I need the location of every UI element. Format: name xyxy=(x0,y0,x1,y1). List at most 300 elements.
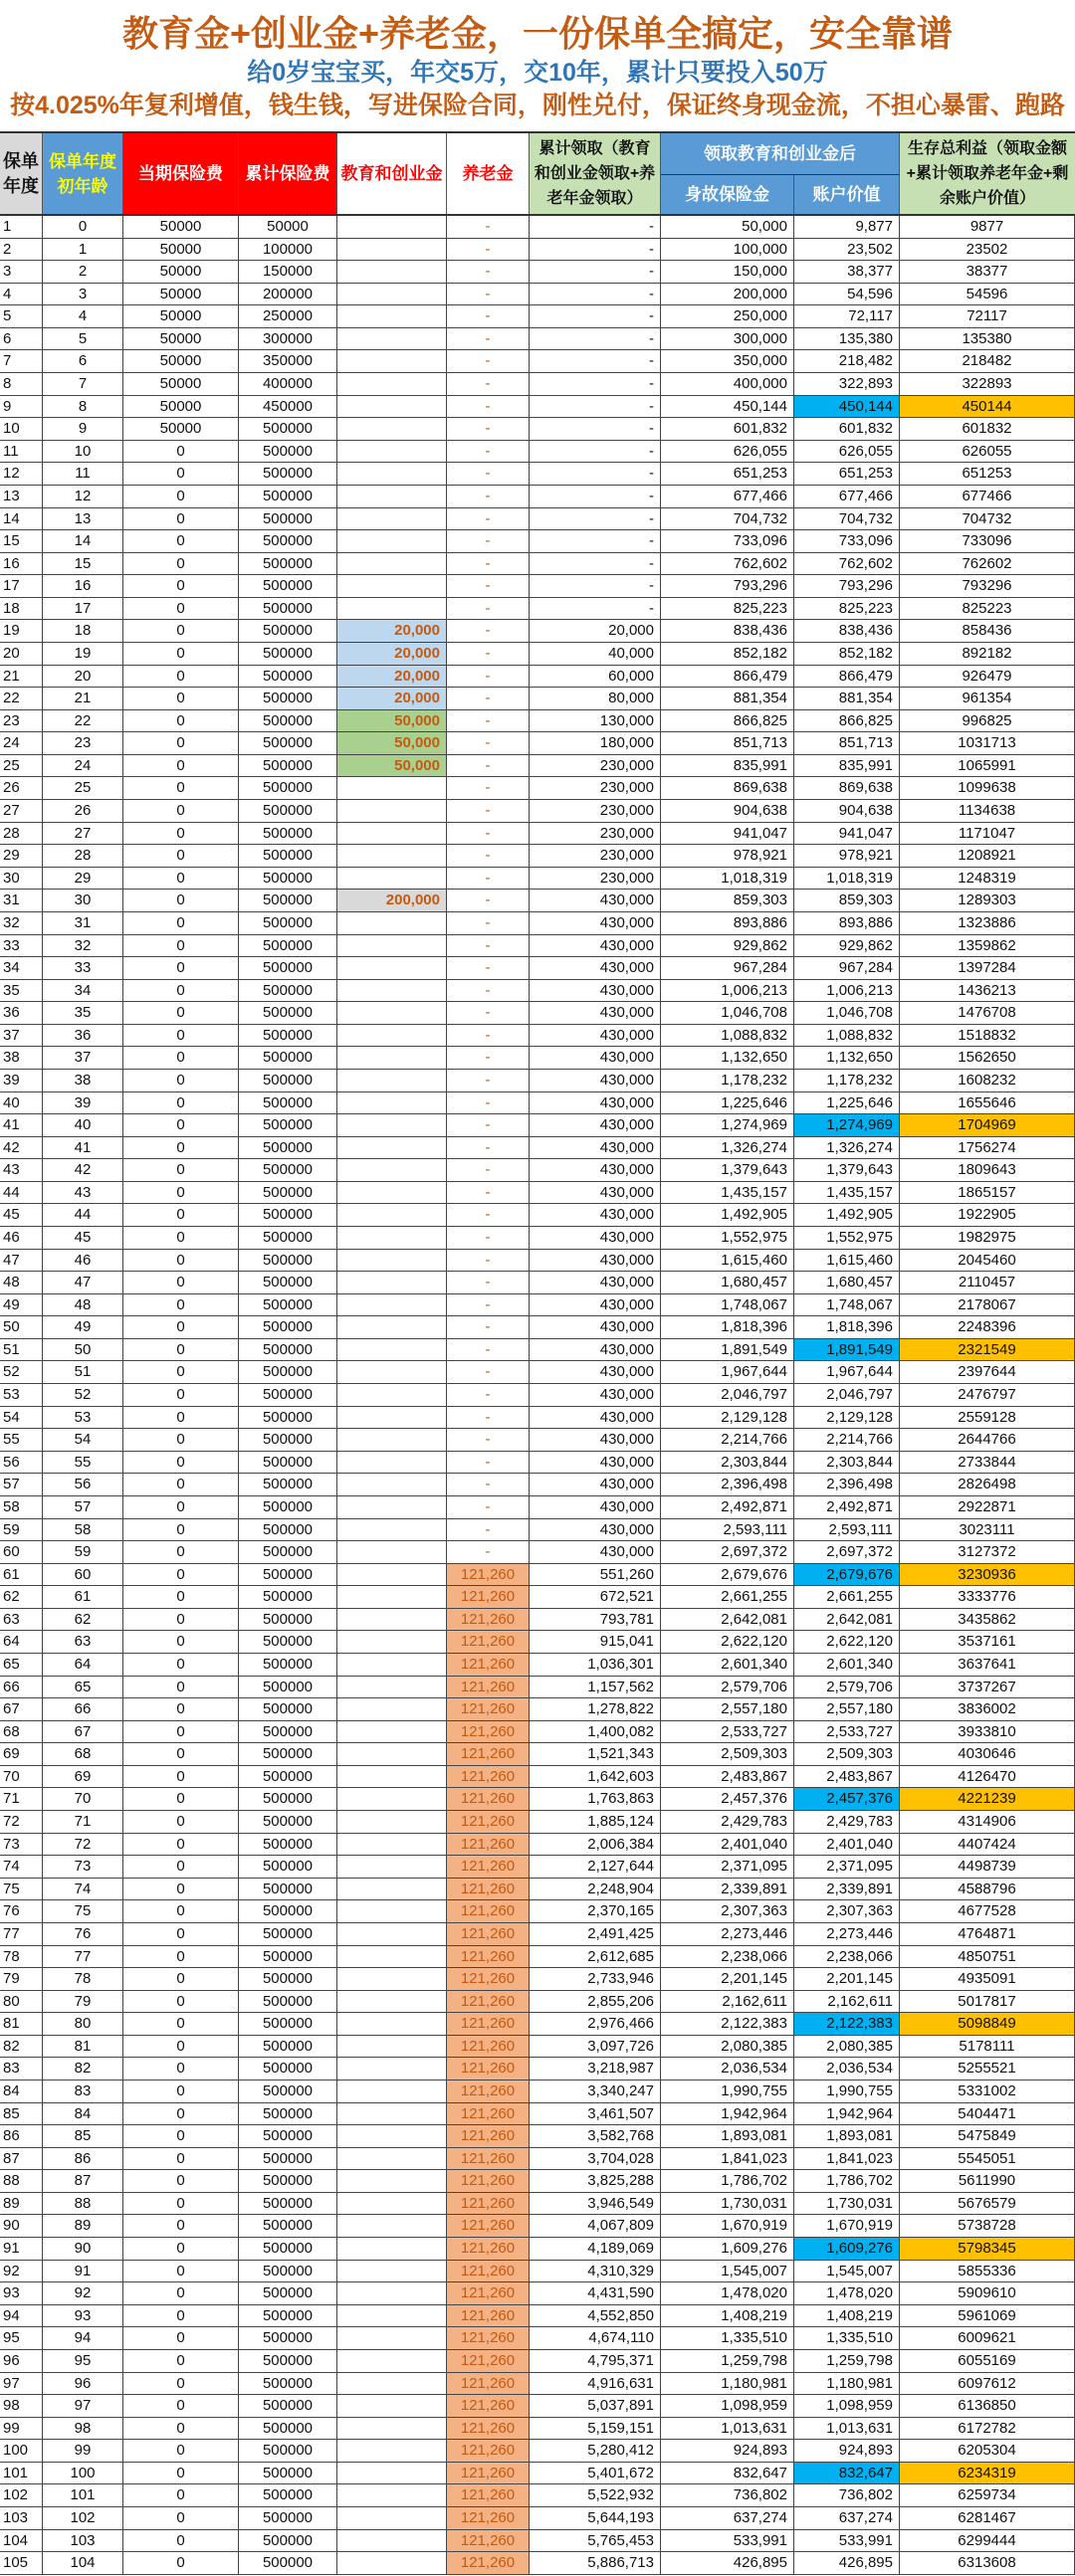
cell-pension: - xyxy=(447,620,530,642)
cell-age: 29 xyxy=(43,868,123,890)
cell-pension: 121,260 xyxy=(447,1631,530,1653)
cell-edu xyxy=(337,1564,447,1586)
cell-death-benefit: 1,088,832 xyxy=(661,1025,794,1047)
cell-account-value: 866,825 xyxy=(794,710,900,732)
cell-premium: 0 xyxy=(123,1361,239,1383)
cell-edu xyxy=(337,1586,447,1608)
table-row xyxy=(0,1114,1075,1137)
cell-cum-received: 430,000 xyxy=(530,1092,661,1114)
cell-cum-received: 20,000 xyxy=(530,620,661,642)
cell-edu xyxy=(337,463,447,485)
cell-premium: 0 xyxy=(123,1316,239,1338)
cell-death-benefit: 677,466 xyxy=(661,486,794,507)
cell-premium: 0 xyxy=(123,2484,239,2506)
cell-account-value: 2,622,120 xyxy=(794,1631,900,1653)
cell-year: 15 xyxy=(0,530,43,552)
table-row xyxy=(0,463,1075,486)
cell-death-benefit: 2,046,797 xyxy=(661,1384,794,1406)
cell-account-value: 2,593,111 xyxy=(794,1519,900,1541)
cell-death-benefit: 1,006,213 xyxy=(661,980,794,1002)
cell-cum-received: 3,825,288 xyxy=(530,2170,661,2192)
cell-premium: 0 xyxy=(123,598,239,620)
cell-account-value: 1,046,708 xyxy=(794,1002,900,1024)
cell-age: 8 xyxy=(43,396,123,418)
cell-age: 92 xyxy=(43,2282,123,2304)
cell-cum-received: 430,000 xyxy=(530,1227,661,1249)
cell-year: 5 xyxy=(0,305,43,327)
cell-cum-received: 5,159,151 xyxy=(530,2418,661,2440)
cell-year: 32 xyxy=(0,912,43,934)
cell-death-benefit: 1,609,276 xyxy=(661,2238,794,2260)
cell-cum-received: 2,612,685 xyxy=(530,1946,661,1968)
cell-total-benefit: 4588796 xyxy=(900,1879,1075,1900)
cell-account-value: 2,046,797 xyxy=(794,1384,900,1406)
table-row xyxy=(0,1137,1075,1160)
cell-year: 29 xyxy=(0,845,43,867)
cell-year: 35 xyxy=(0,980,43,1002)
cell-pension: 121,260 xyxy=(447,1654,530,1676)
cell-premium: 0 xyxy=(123,1631,239,1653)
cell-premium: 0 xyxy=(123,1092,239,1114)
cell-edu xyxy=(337,1137,447,1159)
cell-cum-premium: 500000 xyxy=(239,1923,337,1945)
cell-account-value: 1,748,067 xyxy=(794,1294,900,1316)
cell-age: 85 xyxy=(43,2125,123,2147)
cell-account-value: 866,479 xyxy=(794,666,900,688)
cell-premium: 0 xyxy=(123,1766,239,1788)
cell-age: 98 xyxy=(43,2418,123,2440)
table-row xyxy=(0,1677,1075,1699)
cell-age: 70 xyxy=(43,1788,123,1810)
cell-cum-premium: 500000 xyxy=(239,1025,337,1047)
cell-age: 51 xyxy=(43,1361,123,1383)
cell-pension: 121,260 xyxy=(447,2418,530,2440)
cell-cum-premium: 500000 xyxy=(239,1496,337,1518)
cell-premium: 50000 xyxy=(123,418,239,440)
cell-account-value: 1,132,650 xyxy=(794,1047,900,1069)
cell-cum-premium: 500000 xyxy=(239,2507,337,2529)
cell-cum-received: 4,431,590 xyxy=(530,2282,661,2304)
cell-cum-premium: 500000 xyxy=(239,575,337,597)
cell-year: 105 xyxy=(0,2552,43,2574)
table-row xyxy=(0,1070,1075,1092)
cell-premium: 0 xyxy=(123,980,239,1002)
cell-year: 12 xyxy=(0,463,43,485)
cell-total-benefit: 3737267 xyxy=(900,1677,1075,1698)
cell-pension: - xyxy=(447,1047,530,1069)
cell-death-benefit: 851,713 xyxy=(661,732,794,754)
cell-cum-received: 230,000 xyxy=(530,845,661,867)
cell-premium: 0 xyxy=(123,2261,239,2282)
cell-cum-premium: 500000 xyxy=(239,1092,337,1114)
cell-cum-received: 2,127,644 xyxy=(530,1856,661,1878)
table-row xyxy=(0,1339,1075,1362)
cell-edu xyxy=(337,1227,447,1249)
header-year: 保单年度 xyxy=(0,133,43,214)
cell-account-value: 2,557,180 xyxy=(794,1698,900,1720)
table-row xyxy=(0,216,1075,239)
cell-age: 82 xyxy=(43,2058,123,2080)
cell-total-benefit: 5475849 xyxy=(900,2125,1075,2147)
cell-edu: 200,000 xyxy=(337,890,447,911)
cell-age: 2 xyxy=(43,261,123,283)
cell-total-benefit: 3637641 xyxy=(900,1654,1075,1676)
cell-year: 73 xyxy=(0,1834,43,1856)
table-row xyxy=(0,575,1075,598)
cell-pension: 121,260 xyxy=(447,2238,530,2260)
cell-total-benefit: 4221239 xyxy=(900,1788,1075,1810)
cell-death-benefit: 1,891,549 xyxy=(661,1339,794,1361)
cell-total-benefit: 6055169 xyxy=(900,2350,1075,2372)
cell-premium: 0 xyxy=(123,1474,239,1495)
cell-death-benefit: 881,354 xyxy=(661,688,794,709)
cell-cum-received: 4,552,850 xyxy=(530,2305,661,2327)
cell-premium: 0 xyxy=(123,1002,239,1024)
cell-premium: 0 xyxy=(123,1654,239,1676)
cell-cum-received: - xyxy=(530,239,661,261)
table-row xyxy=(0,2282,1075,2305)
cell-year: 7 xyxy=(0,350,43,372)
cell-cum-premium: 500000 xyxy=(239,2103,337,2125)
cell-pension: - xyxy=(447,553,530,575)
cell-death-benefit: 2,492,871 xyxy=(661,1496,794,1518)
cell-death-benefit: 762,602 xyxy=(661,553,794,575)
cell-premium: 0 xyxy=(123,1698,239,1720)
cell-pension: - xyxy=(447,1294,530,1316)
cell-cum-received: 1,642,603 xyxy=(530,1766,661,1788)
table-row xyxy=(0,2103,1075,2126)
cell-cum-received: 5,522,932 xyxy=(530,2484,661,2506)
cell-age: 59 xyxy=(43,1541,123,1563)
cell-cum-premium: 500000 xyxy=(239,2530,337,2552)
cell-total-benefit: 5098849 xyxy=(900,2013,1075,2035)
cell-premium: 0 xyxy=(123,2013,239,2035)
cell-cum-received: 130,000 xyxy=(530,710,661,732)
cell-edu: 50,000 xyxy=(337,755,447,777)
cell-total-benefit: 762602 xyxy=(900,553,1075,575)
cell-year: 56 xyxy=(0,1452,43,1474)
cell-account-value: 1,609,276 xyxy=(794,2238,900,2260)
header-age: 保单年度初年龄 xyxy=(43,133,123,214)
title-banner xyxy=(0,0,1075,131)
cell-edu xyxy=(337,1991,447,2013)
cell-account-value: 1,006,213 xyxy=(794,980,900,1002)
cell-edu xyxy=(337,2081,447,2102)
cell-cum-received: 430,000 xyxy=(530,1114,661,1136)
cell-pension: - xyxy=(447,1316,530,1338)
cell-cum-received: - xyxy=(530,350,661,372)
cell-pension: - xyxy=(447,980,530,1002)
cell-cum-premium: 500000 xyxy=(239,1743,337,1765)
cell-edu xyxy=(337,1092,447,1114)
cell-year: 45 xyxy=(0,1204,43,1226)
cell-year: 48 xyxy=(0,1272,43,1293)
cell-year: 69 xyxy=(0,1743,43,1765)
cell-account-value: 1,274,969 xyxy=(794,1114,900,1136)
cell-account-value: 2,339,891 xyxy=(794,1879,900,1900)
cell-edu xyxy=(337,2440,447,2462)
table-row xyxy=(0,373,1075,396)
cell-pension: - xyxy=(447,1407,530,1429)
cell-cum-received: 551,260 xyxy=(530,1564,661,1586)
cell-cum-premium: 500000 xyxy=(239,2058,337,2080)
table-row xyxy=(0,1002,1075,1025)
cell-year: 92 xyxy=(0,2261,43,2282)
cell-cum-premium: 500000 xyxy=(239,1474,337,1495)
cell-premium: 0 xyxy=(123,2193,239,2215)
cell-age: 78 xyxy=(43,1968,123,1990)
cell-cum-premium: 500000 xyxy=(239,1541,337,1563)
cell-year: 75 xyxy=(0,1879,43,1900)
cell-age: 95 xyxy=(43,2350,123,2372)
cell-cum-received: 2,248,904 xyxy=(530,1879,661,1900)
cell-edu: 50,000 xyxy=(337,732,447,754)
table-row xyxy=(0,598,1075,621)
cell-age: 87 xyxy=(43,2170,123,2192)
cell-pension: - xyxy=(447,823,530,845)
cell-pension: 121,260 xyxy=(447,2148,530,2170)
table-row xyxy=(0,957,1075,980)
cell-year: 100 xyxy=(0,2440,43,2462)
cell-pension: - xyxy=(447,1339,530,1361)
cell-pension: 121,260 xyxy=(447,1788,530,1810)
cell-cum-premium: 500000 xyxy=(239,2193,337,2215)
cell-premium: 0 xyxy=(123,486,239,507)
cell-cum-received: 1,885,124 xyxy=(530,1811,661,1833)
cell-cum-premium: 500000 xyxy=(239,530,337,552)
cell-edu xyxy=(337,2484,447,2506)
cell-death-benefit: 2,429,783 xyxy=(661,1811,794,1833)
cell-year: 6 xyxy=(0,328,43,350)
cell-account-value: 651,253 xyxy=(794,463,900,485)
cell-cum-premium: 500000 xyxy=(239,1182,337,1204)
cell-premium: 50000 xyxy=(123,305,239,327)
cell-total-benefit: 1065991 xyxy=(900,755,1075,777)
cell-death-benefit: 1,013,631 xyxy=(661,2418,794,2440)
cell-edu xyxy=(337,1204,447,1226)
cell-pension: - xyxy=(447,530,530,552)
cell-year: 59 xyxy=(0,1519,43,1541)
cell-premium: 0 xyxy=(123,1294,239,1316)
cell-cum-premium: 500000 xyxy=(239,2350,337,2372)
cell-premium: 0 xyxy=(123,1519,239,1541)
cell-account-value: 2,303,844 xyxy=(794,1452,900,1474)
cell-pension: - xyxy=(447,1137,530,1159)
cell-year: 65 xyxy=(0,1654,43,1676)
cell-year: 64 xyxy=(0,1631,43,1653)
cell-edu xyxy=(337,2507,447,2529)
cell-pension: 121,260 xyxy=(447,2552,530,2574)
cell-premium: 0 xyxy=(123,2081,239,2102)
table-row xyxy=(0,239,1075,262)
cell-cum-received: 430,000 xyxy=(530,1159,661,1181)
cell-age: 91 xyxy=(43,2261,123,2282)
cell-account-value: 450,144 xyxy=(794,396,900,418)
cell-account-value: 2,273,446 xyxy=(794,1923,900,1945)
cell-total-benefit: 6009621 xyxy=(900,2327,1075,2349)
cell-edu xyxy=(337,2013,447,2035)
cell-account-value: 2,661,255 xyxy=(794,1586,900,1608)
cell-age: 23 xyxy=(43,732,123,754)
cell-age: 77 xyxy=(43,1946,123,1968)
cell-edu xyxy=(337,441,447,463)
cell-year: 28 xyxy=(0,823,43,845)
cell-death-benefit: 2,509,303 xyxy=(661,1743,794,1765)
table-row xyxy=(0,2081,1075,2103)
cell-cum-received: 430,000 xyxy=(530,1070,661,1091)
cell-account-value: 704,732 xyxy=(794,508,900,530)
cell-account-value: 859,303 xyxy=(794,890,900,911)
cell-cum-received: 430,000 xyxy=(530,890,661,911)
header-total: 生存总利益（领取金额+累计领取养老年金+剩余账户价值） xyxy=(900,133,1075,214)
cell-cum-received: 430,000 xyxy=(530,1025,661,1047)
table-row xyxy=(0,2395,1075,2418)
cell-pension: - xyxy=(447,845,530,867)
cell-pension: - xyxy=(447,1070,530,1091)
table-row xyxy=(0,2215,1075,2238)
cell-account-value: 2,129,128 xyxy=(794,1407,900,1429)
cell-premium: 0 xyxy=(123,441,239,463)
cell-year: 79 xyxy=(0,1968,43,1990)
cell-edu xyxy=(337,2103,447,2125)
cell-cum-premium: 500000 xyxy=(239,2261,337,2282)
cell-premium: 0 xyxy=(123,643,239,665)
cell-premium: 0 xyxy=(123,620,239,642)
cell-account-value: 426,895 xyxy=(794,2552,900,2574)
table-row xyxy=(0,868,1075,891)
table-row xyxy=(0,2170,1075,2193)
cell-cum-premium: 500000 xyxy=(239,2081,337,2102)
cell-age: 68 xyxy=(43,1743,123,1765)
table-row xyxy=(0,1496,1075,1519)
cell-total-benefit: 218482 xyxy=(900,350,1075,372)
table-row xyxy=(0,508,1075,531)
table-row xyxy=(0,1159,1075,1182)
cell-cum-received: 40,000 xyxy=(530,643,661,665)
table-row xyxy=(0,1564,1075,1587)
cell-total-benefit: 3230936 xyxy=(900,1564,1075,1586)
cell-cum-received: 793,781 xyxy=(530,1609,661,1631)
cell-account-value: 677,466 xyxy=(794,486,900,507)
table-row xyxy=(0,1250,1075,1273)
cell-account-value: 2,162,611 xyxy=(794,1991,900,2013)
cell-year: 84 xyxy=(0,2081,43,2102)
cell-pension: - xyxy=(447,912,530,934)
cell-death-benefit: 450,144 xyxy=(661,396,794,418)
cell-account-value: 1,379,643 xyxy=(794,1159,900,1181)
cell-edu xyxy=(337,1407,447,1429)
cell-death-benefit: 2,371,095 xyxy=(661,1856,794,1878)
cell-cum-premium: 500000 xyxy=(239,2327,337,2349)
cell-cum-premium: 500000 xyxy=(239,1519,337,1541)
cell-total-benefit: 677466 xyxy=(900,486,1075,507)
cell-account-value: 626,055 xyxy=(794,441,900,463)
cell-cum-premium: 500000 xyxy=(239,441,337,463)
table-row xyxy=(0,2463,1075,2485)
cell-death-benefit: 835,991 xyxy=(661,755,794,777)
cell-year: 88 xyxy=(0,2170,43,2192)
cell-age: 86 xyxy=(43,2148,123,2170)
cell-total-benefit: 6281467 xyxy=(900,2507,1075,2529)
table-row xyxy=(0,1900,1075,1923)
cell-premium: 0 xyxy=(123,1856,239,1878)
cell-cum-premium: 500000 xyxy=(239,1361,337,1383)
table-row xyxy=(0,1407,1075,1430)
cell-total-benefit: 450144 xyxy=(900,396,1075,418)
cell-age: 22 xyxy=(43,710,123,732)
cell-pension: - xyxy=(447,1452,530,1474)
cell-cum-premium: 500000 xyxy=(239,1879,337,1900)
cell-death-benefit: 200,000 xyxy=(661,284,794,305)
cell-total-benefit: 4126470 xyxy=(900,1766,1075,1788)
cell-pension: 121,260 xyxy=(447,2081,530,2102)
cell-pension: - xyxy=(447,800,530,822)
cell-age: 89 xyxy=(43,2215,123,2237)
cell-total-benefit: 1031713 xyxy=(900,732,1075,754)
cell-age: 97 xyxy=(43,2395,123,2417)
header-cum-received: 累计领取（教育和创业金领取+养老年金领取） xyxy=(530,133,661,214)
cell-cum-premium: 300000 xyxy=(239,328,337,350)
cell-cum-received: 4,674,110 xyxy=(530,2327,661,2349)
cell-edu xyxy=(337,1631,447,1653)
cell-year: 1 xyxy=(0,216,43,238)
cell-premium: 0 xyxy=(123,2327,239,2349)
cell-total-benefit: 1704969 xyxy=(900,1114,1075,1136)
cell-cum-received: 430,000 xyxy=(530,1496,661,1518)
cell-premium: 0 xyxy=(123,2058,239,2080)
cell-death-benefit: 2,162,611 xyxy=(661,1991,794,2013)
cell-cum-premium: 500000 xyxy=(239,1564,337,1586)
cell-edu xyxy=(337,1272,447,1293)
table-row xyxy=(0,530,1075,553)
table-row xyxy=(0,2530,1075,2553)
cell-account-value: 736,802 xyxy=(794,2484,900,2506)
table-row xyxy=(0,2148,1075,2171)
cell-year: 103 xyxy=(0,2507,43,2529)
cell-cum-premium: 500000 xyxy=(239,890,337,911)
cell-cum-received: 430,000 xyxy=(530,1452,661,1474)
cell-cum-received: - xyxy=(530,508,661,530)
cell-account-value: 72,117 xyxy=(794,305,900,327)
cell-edu xyxy=(337,2238,447,2260)
cell-premium: 0 xyxy=(123,2350,239,2372)
cell-edu xyxy=(337,350,447,372)
cell-total-benefit: 6136850 xyxy=(900,2395,1075,2417)
cell-pension: - xyxy=(447,261,530,283)
cell-premium: 0 xyxy=(123,1564,239,1586)
cell-edu: 50,000 xyxy=(337,710,447,732)
cell-account-value: 1,435,157 xyxy=(794,1182,900,1204)
table-row xyxy=(0,441,1075,464)
cell-edu: 20,000 xyxy=(337,643,447,665)
cell-edu xyxy=(337,1182,447,1204)
cell-total-benefit: 733096 xyxy=(900,530,1075,552)
cell-total-benefit: 2826498 xyxy=(900,1474,1075,1495)
cell-edu xyxy=(337,328,447,350)
cell-age: 38 xyxy=(43,1070,123,1091)
cell-age: 25 xyxy=(43,777,123,799)
cell-premium: 0 xyxy=(123,755,239,777)
cell-edu xyxy=(337,1384,447,1406)
cell-premium: 0 xyxy=(123,1250,239,1272)
cell-edu xyxy=(337,373,447,395)
cell-total-benefit: 1982975 xyxy=(900,1227,1075,1249)
cell-total-benefit: 651253 xyxy=(900,463,1075,485)
cell-edu xyxy=(337,418,447,440)
cell-year: 86 xyxy=(0,2125,43,2147)
cell-cum-premium: 500000 xyxy=(239,1070,337,1091)
cell-premium: 0 xyxy=(123,800,239,822)
